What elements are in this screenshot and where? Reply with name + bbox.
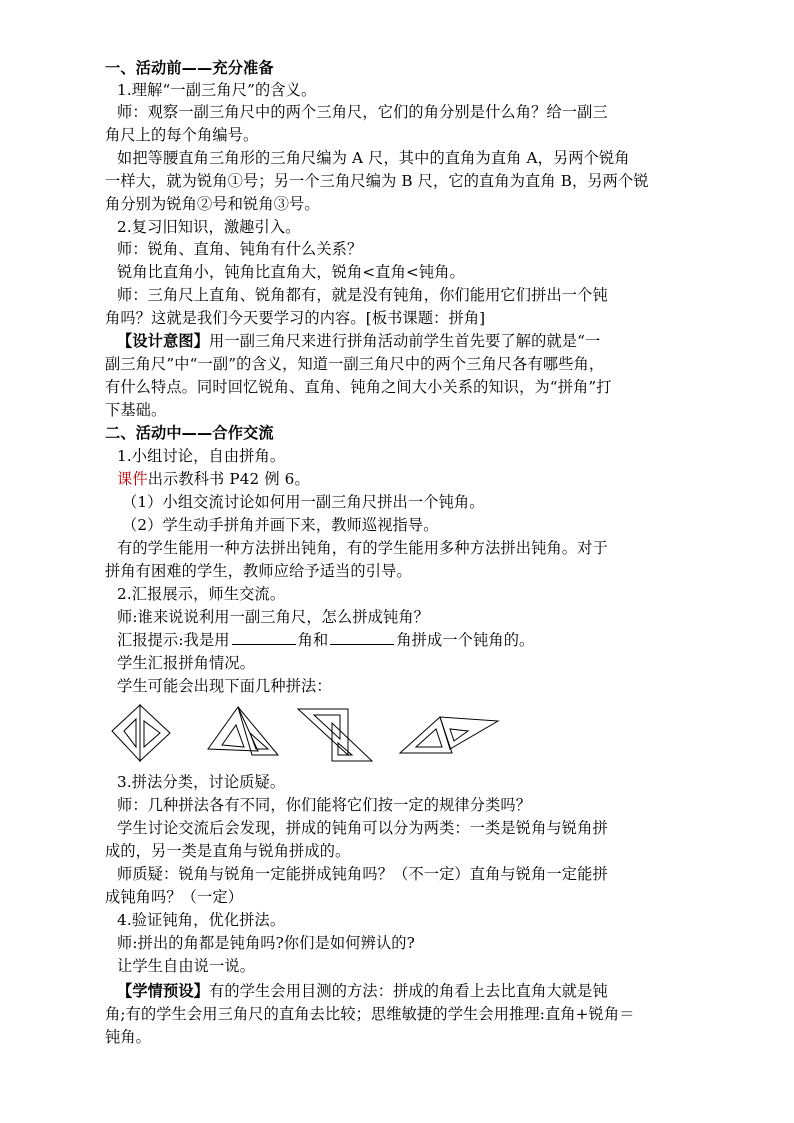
fill-blank (330, 630, 394, 645)
paragraph: 有的学生能用一种方法拼出钝角，有的学生能用多种方法拼出钝角。对于 (117, 539, 608, 557)
paragraph: 师:谁来说说利用一副三角尺，怎么拼成钝角？ (117, 608, 430, 626)
paragraph: 成钝角吗？（一定） (105, 888, 244, 906)
courseware-label: 课件 (117, 470, 148, 488)
paragraph: 2.复习旧知识，激趣引入。 (117, 218, 301, 236)
figure-4 (400, 717, 498, 753)
paragraph: （2）学生动手拼角并画下来，教师巡视指导。 (122, 516, 439, 534)
design-intent-label: 【设计意图】 (117, 332, 210, 350)
paragraph: 有什么特点。同时回忆锐角、直角、钝角之间大小关系的知识，为“拼角”打 (105, 378, 612, 396)
section-heading-1: 一、活动前——充分准备 (105, 59, 274, 77)
paragraph: （1）小组交流讨论如何用一副三角尺拼出一个钝角。 (122, 493, 485, 511)
design-intent-paragraph: 【设计意图】用一副三角尺来进行拼角活动前学生首先要了解的就是“一 (117, 332, 601, 350)
paragraph: 师：几种拼法各有不同，你们能将它们按一定的规律分类吗？ (117, 796, 532, 814)
paragraph: 4.验证钝角，优化拼法。 (117, 911, 286, 929)
paragraph: 角尺上的每个角编号。 (105, 126, 259, 144)
paragraph: 锐角比直角小，钝角比直角大，锐角<直角<钝角。 (117, 263, 465, 281)
paragraph: 成的，另一类是直角与锐角拼成的。 (105, 842, 351, 860)
figure-1 (112, 705, 170, 761)
paragraph: 学生可能会出现下面几种拼法： (117, 677, 332, 695)
paragraph: 师：三角尺上直角、锐角都有，就是没有钝角，你们能用它们拼出一个钝 (117, 286, 608, 304)
figure-3 (298, 709, 372, 761)
paragraph: 一样大，就为锐角①号；另一个三角尺编为 B 尺，它的直角为直角 B，另两个锐 (105, 172, 649, 190)
paragraph: 钝角。 (105, 1028, 152, 1046)
paragraph: 下基础。 (105, 401, 167, 419)
paragraph: 师：锐角、直角、钝角有什么关系？ (117, 240, 363, 258)
paragraph: 3.拼法分类，讨论质疑。 (117, 773, 286, 791)
learning-preview-paragraph: 【学情预设】有的学生会用目测的方法：拼成的角看上去比直角大就是钝 (117, 982, 608, 1000)
paragraph: 师：观察一副三角尺中的两个三角尺，它们的角分别是什么角？给一副三 (117, 103, 608, 121)
triangle-ruler-figures (110, 703, 510, 765)
paragraph: 角;有的学生会用三角尺的直角去比较；思维敏捷的学生会用推理:直角+锐角＝ (105, 1005, 635, 1023)
paragraph: 1.理解“一副三角尺”的含义。 (117, 81, 317, 99)
paragraph: 副三角尺”中“一副”的含义，知道一副三角尺中的两个三角尺各有哪些角， (105, 355, 605, 373)
paragraph: 角分别为锐角②号和锐角③号。 (105, 195, 320, 213)
section-heading-2: 二、活动中——合作交流 (105, 424, 274, 442)
fill-blank (232, 630, 296, 645)
paragraph: 师质疑：锐角与锐角一定能拼成钝角吗？（不一定）直角与锐角一定能拼 (117, 865, 608, 883)
report-hint-paragraph: 汇报提示:我是用 角和 角拼成一个钝角的。 (117, 631, 535, 649)
paragraph: 学生讨论交流后会发现，拼成的钝角可以分为两类：一类是锐角与锐角拼 (117, 819, 608, 837)
paragraph: 如把等腰直角三角形的三角尺编为 A 尺，其中的直角为直角 A，另两个锐角 (117, 149, 630, 167)
paragraph: 让学生自由说一说。 (117, 957, 256, 975)
paragraph: 1.小组讨论，自由拼角。 (117, 447, 286, 465)
paragraph: 2.汇报展示，师生交流。 (117, 585, 286, 603)
courseware-paragraph: 课件出示教科书 P42 例 6。 (117, 470, 310, 488)
paragraph: 拼角有困难的学生，教师应给予适当的引导。 (105, 562, 412, 580)
paragraph: 角吗？这就是我们今天要学习的内容。[板书课题：拼角] (105, 309, 486, 327)
figure-2 (208, 707, 278, 755)
paragraph: 师:拼出的角都是钝角吗?你们是如何辨认的? (117, 934, 415, 952)
paragraph: 学生汇报拼角情况。 (117, 654, 256, 672)
learning-preview-label: 【学情预设】 (117, 982, 210, 1000)
